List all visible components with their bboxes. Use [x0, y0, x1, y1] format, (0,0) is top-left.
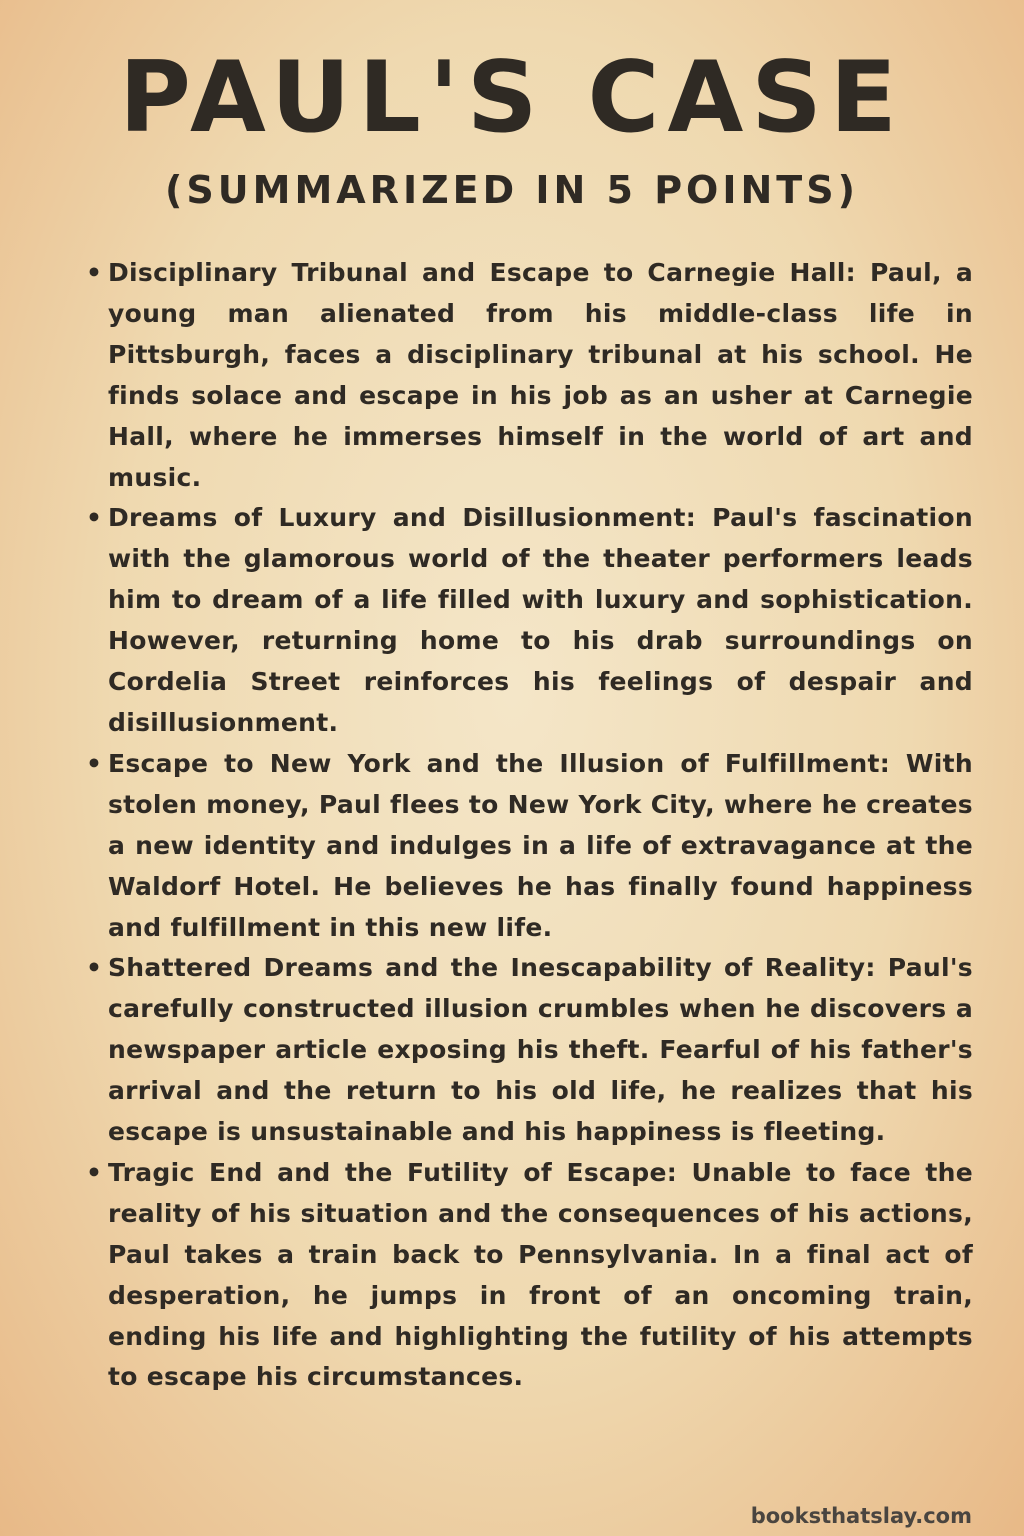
list-item	[86, 498, 973, 743]
point-text: Paul's fascination with the glamorous world of the theater performers leads him to dream of a life filled with luxury and sophistication. However, returning home to his drab surroundings on Cordelia Street reinforces his feelings of despair and disillusionment.	[108, 503, 973, 737]
site-watermark: booksthatslay.com	[750, 1504, 972, 1528]
list-item	[86, 253, 973, 498]
list-item	[86, 948, 973, 1153]
point-heading: Tragic End and the Futility of Escape:	[108, 1157, 678, 1187]
point-heading: Disciplinary Tribunal and Escape to Carnegie Hall:	[108, 258, 856, 287]
page-title: PAUL'S CASE	[119, 41, 905, 155]
bullet-icon: •	[86, 503, 103, 533]
point-heading: Escape to New York and the Illusion of Fulfillment:	[108, 748, 891, 778]
summary-list	[86, 253, 973, 1398]
list-item	[86, 744, 973, 949]
point-text: With stolen money, Paul flees to New York City, where he creates a new identity and indulges in a life of extravagance at the Waldorf Hotel. He believes he has finally found happiness and fulfillment in this new life.	[108, 748, 973, 942]
bullet-icon: •	[86, 1157, 103, 1187]
bullet-icon: •	[86, 953, 103, 983]
list-item	[86, 1153, 973, 1398]
bullet-icon: •	[86, 748, 103, 778]
point-text: Paul, a young man alienated from his middle-class life in Pittsburgh, faces a disciplinary tribunal at his school. He finds solace and escape in his job as an usher at Carnegie Hall, where he immerses himself in the world of art and music.	[108, 258, 973, 492]
point-text: Paul's carefully constructed illusion crumbles when he discovers a newspaper article exposing his theft. Fearful of his father's arrival and the return to his old life, he realizes that his escape is unsustainable and his happiness is fleeting.	[108, 953, 973, 1147]
bullet-icon: •	[86, 258, 103, 287]
point-heading: Dreams of Luxury and Disillusionment:	[108, 503, 697, 533]
page-subtitle: (SUMMARIZED IN 5 POINTS)	[165, 168, 859, 212]
point-heading: Shattered Dreams and the Inescapability of Reality:	[108, 953, 876, 983]
point-text: Unable to face the reality of his situation and the consequences of his actions, Paul takes a train back to Pennsylvania. In a final act of desperation, he jumps in front of an oncoming train, ending his life and highlighting the futility of his attempts to escape his circumstances.	[108, 1157, 973, 1392]
